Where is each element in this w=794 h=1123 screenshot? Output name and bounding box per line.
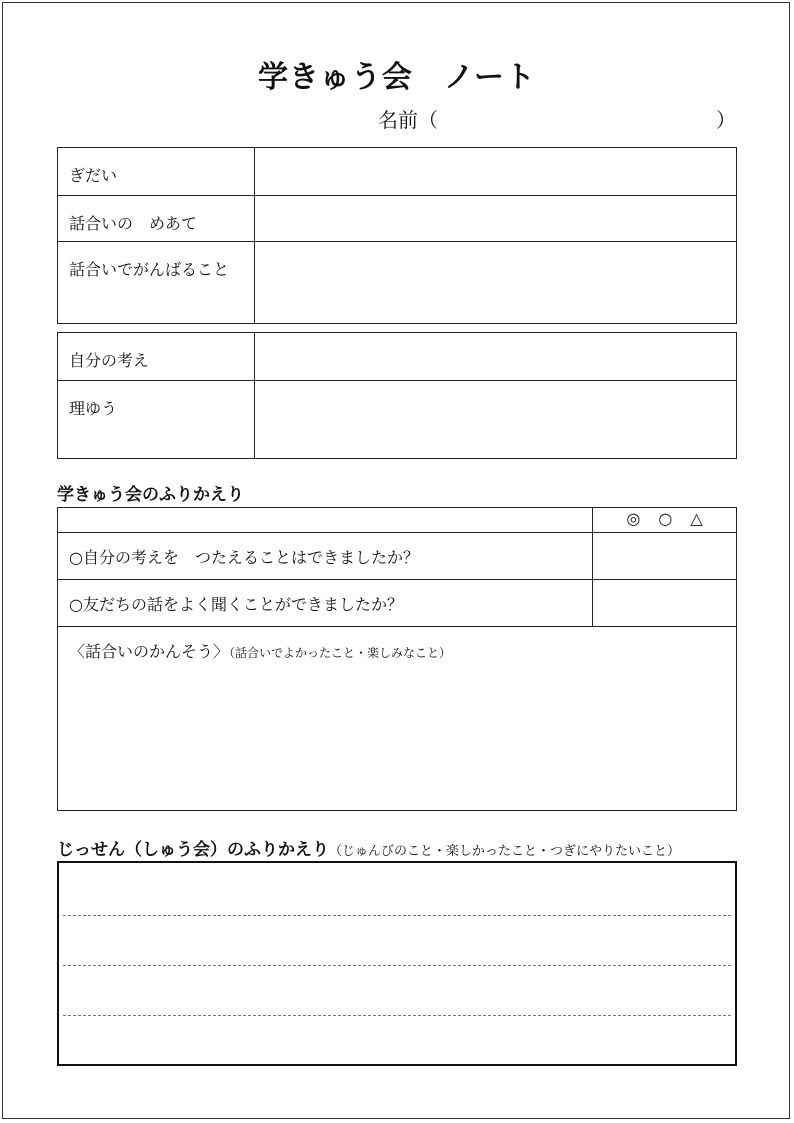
goal-input[interactable] [255, 196, 737, 242]
impression-note: （話合いでよかったこと・楽しみなこと） [229, 646, 452, 660]
opinion-table [57, 332, 737, 459]
opinion-label: 自分の考え [58, 333, 255, 381]
question-2-rating[interactable] [593, 580, 737, 627]
impression-label: 〈話合いのかんそう〉 [69, 642, 230, 661]
topic-table [57, 147, 737, 324]
question-2: ○友だちの話をよく聞くことができましたか？ [58, 580, 593, 627]
topic-input[interactable] [255, 148, 737, 196]
goal-label: 話合いの めあて [58, 196, 255, 242]
double-circle-symbol: ◎ [626, 509, 641, 528]
reason-label: 理ゆう [58, 381, 255, 459]
effort-label: 話合いでがんばること [58, 242, 255, 324]
practice-writing-box[interactable] [57, 861, 737, 1066]
practice-note: （じゅんびのこと・楽しかったこと・つぎにやりたいこと） [329, 844, 681, 859]
reflection-heading: 学きゅう会のふりかえり [57, 485, 244, 505]
name-field[interactable] [378, 104, 740, 132]
writing-line [63, 915, 731, 916]
effort-input[interactable] [255, 242, 737, 324]
practice-heading [57, 835, 680, 860]
triangle-symbol: △ [690, 509, 703, 528]
practice-title: じっせん（しゅう会）のふりかえり [57, 840, 329, 860]
reflection-table [57, 507, 737, 811]
writing-line [63, 1015, 731, 1016]
question-1-rating[interactable] [593, 533, 737, 580]
opinion-input[interactable] [255, 333, 737, 381]
name-close-paren: ） [716, 108, 736, 132]
page-title: 学きゅう会 ノート [257, 60, 537, 95]
topic-label: ぎだい [58, 148, 255, 196]
question-1: ○自分の考えを つたえることはできましたか？ [58, 533, 593, 580]
rating-symbols [593, 508, 737, 533]
reason-input[interactable] [255, 381, 737, 459]
circle-symbol: ○ [658, 509, 673, 528]
impression-box[interactable] [58, 627, 737, 811]
reflection-header-blank [58, 508, 593, 533]
writing-line [63, 965, 731, 966]
name-label: 名前（ [378, 108, 438, 132]
